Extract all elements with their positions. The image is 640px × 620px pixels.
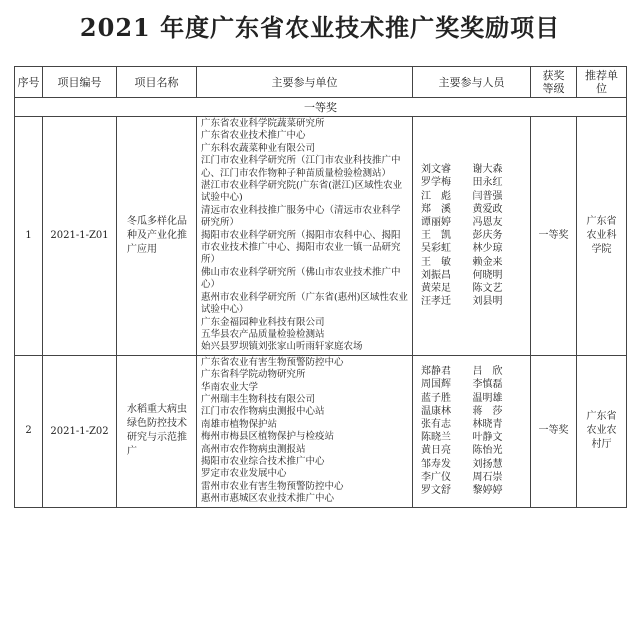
unit-item: 华南农业大学 <box>201 381 259 393</box>
person-name: 吕 欣 <box>472 366 503 378</box>
page-title: 2021 年度广东省农业技术推广奖奖励项目 <box>79 13 561 42</box>
unit-item: 雷州市农业有害生物预警防控中心 <box>201 480 344 492</box>
person-name: 王 敏 <box>421 256 451 268</box>
unit-item: 江门市农作物病虫测报中心站 <box>201 406 325 418</box>
project-grade: 一等奖 <box>531 355 577 507</box>
person-name: 刘县明 <box>472 296 503 308</box>
person-name: 刘扬慧 <box>472 458 503 470</box>
section-title: 一等奖 <box>15 98 627 117</box>
project-people <box>413 355 531 507</box>
unit-item: 广东省农业科学院蔬菜研究所 <box>201 118 325 129</box>
person-name: 陈晓兰 <box>421 432 451 444</box>
person-name: 黄爱政 <box>472 203 503 215</box>
person-name: 赖金来 <box>472 256 503 268</box>
person-pair <box>421 295 524 308</box>
unit-item: 梅州市梅县区植物保护与检疫站 <box>201 431 335 443</box>
unit-item: 广东金福园种业科技有限公司 <box>201 316 325 328</box>
person-name: 林晓青 <box>472 418 503 430</box>
person-name: 郑静君 <box>421 366 451 378</box>
project-code: 2021-1-Z01 <box>43 117 117 356</box>
project-name: 水稻重大病虫绿色防控技术研究与示范推广 <box>117 355 197 507</box>
person-name: 罗学梅 <box>421 177 451 189</box>
person-pair <box>421 242 524 255</box>
header-seq: 序号 <box>15 67 43 98</box>
person-name: 林少琼 <box>472 243 503 255</box>
person-pair <box>421 256 524 269</box>
unit-item: 广东省农业有害生物预警防控中心 <box>201 356 344 368</box>
person-pair <box>421 484 524 497</box>
person-name: 周国辉 <box>421 379 451 391</box>
person-name: 温康林 <box>421 405 451 417</box>
person-name: 王 凯 <box>421 230 451 242</box>
person-name: 邹寿发 <box>421 458 451 470</box>
person-name: 刘文睿 <box>421 164 451 176</box>
unit-item: 江门市农业科学研究所（江门市农业科技推广中心、江门市农作物种子种苗质量检验检测站） <box>201 155 401 179</box>
person-pair <box>421 392 524 405</box>
project-people <box>413 117 531 356</box>
unit-item: 惠州市农业科学研究所（广东省(惠州)区域性农业试验中心） <box>201 291 408 316</box>
unit-item: 始兴县罗坝镇刘张家山听雨轩家庭农场 <box>201 341 363 353</box>
person-pair <box>421 458 524 471</box>
unit-item: 清远市农业科技推广服务中心（清远市农业科学研究所） <box>201 204 401 229</box>
person-name: 江 彪 <box>421 190 451 202</box>
unit-item: 揭阳市农业综合技术推广中心 <box>201 455 325 467</box>
project-recommender: 广东省农业科学院 <box>577 117 627 356</box>
person-name: 何晓明 <box>472 269 503 281</box>
person-name: 张有志 <box>421 418 451 430</box>
person-pair <box>421 418 524 431</box>
person-name: 叶静文 <box>472 432 503 444</box>
person-name: 郑 溪 <box>421 203 451 215</box>
unit-item: 高州市农作物病虫测报站 <box>201 443 306 455</box>
project-recommender: 广东省农业农村厅 <box>577 355 627 507</box>
header-recommender: 推荐单位 <box>577 67 627 98</box>
person-pair <box>421 431 524 444</box>
header-row <box>15 67 627 98</box>
unit-item: 惠州市惠城区农业技术推广中心 <box>201 493 335 505</box>
person-pair <box>421 378 524 391</box>
person-name: 罗文舒 <box>421 484 451 496</box>
person-pair <box>421 444 524 457</box>
person-name: 周石崇 <box>472 471 503 483</box>
header-people: 主要参与人员 <box>413 67 531 98</box>
person-pair <box>421 163 524 176</box>
person-name: 黎婷婷 <box>472 484 503 496</box>
project-grade: 一等奖 <box>531 117 577 356</box>
header-code: 项目编号 <box>43 67 117 98</box>
person-name: 陈文艺 <box>472 283 503 295</box>
section-row <box>15 98 627 117</box>
person-pair <box>421 365 524 378</box>
person-name: 冯恩友 <box>472 217 503 229</box>
project-units <box>197 355 413 507</box>
unit-item: 广州瑞丰生物科技有限公司 <box>201 393 316 405</box>
project-units <box>197 117 413 356</box>
person-name: 温明雄 <box>472 392 503 404</box>
unit-item: 广东省科学院动物研究所 <box>201 369 306 381</box>
unit-item: 湛江市农业科学研究院(广东省(湛江)区域性农业试验中心) <box>201 180 403 204</box>
person-pair <box>421 471 524 484</box>
unit-item: 广东科农蔬菜种业有限公司 <box>201 142 316 154</box>
person-pair <box>421 203 524 216</box>
table-row <box>15 355 627 507</box>
header-units: 主要参与单位 <box>197 67 413 98</box>
header-grade: 获奖等级 <box>531 67 577 98</box>
person-name: 蓝子胜 <box>421 392 451 404</box>
person-pair <box>421 405 524 418</box>
project-name: 冬瓜多样化品种及产业化推广应用 <box>117 117 197 356</box>
project-seq: 2 <box>15 355 43 507</box>
person-name: 田永红 <box>472 177 503 189</box>
person-name: 蒋 莎 <box>472 405 503 417</box>
person-name: 刘振昌 <box>421 269 451 281</box>
unit-item: 南雄市植物保护站 <box>201 418 278 430</box>
person-name: 黄日亮 <box>421 445 451 457</box>
person-name: 谢大森 <box>472 164 503 176</box>
unit-item: 广东省农业技术推广中心 <box>201 130 306 142</box>
awards-table <box>14 66 627 508</box>
person-name: 彭庆务 <box>472 230 503 242</box>
unit-item: 佛山市农业科学研究所（佛山市农业技术推广中心） <box>201 266 401 291</box>
person-pair <box>421 216 524 229</box>
project-seq: 1 <box>15 117 43 356</box>
person-name: 李慎磊 <box>472 379 503 391</box>
project-code: 2021-1-Z02 <box>43 355 117 507</box>
person-pair <box>421 282 524 295</box>
person-pair <box>421 176 524 189</box>
person-pair <box>421 229 524 242</box>
unit-item: 五华县农产品质量检验检测站 <box>201 328 325 340</box>
person-name: 闫普强 <box>472 190 503 202</box>
person-name: 吴彩虹 <box>421 243 451 255</box>
table-row <box>15 117 627 356</box>
unit-item: 揭阳市农业科学研究所（揭阳市农科中心、揭阳市农业技术推广中心、揭阳市农业一镇一品研究所） <box>201 229 401 266</box>
person-pair <box>421 190 524 203</box>
unit-item: 罗定市农业发展中心 <box>201 468 287 480</box>
header-name: 项目名称 <box>117 67 197 98</box>
person-name: 汪孝迁 <box>421 296 451 308</box>
person-name: 李广仪 <box>421 471 451 483</box>
person-pair <box>421 269 524 282</box>
person-name: 黄荣足 <box>421 283 451 295</box>
person-name: 谭丽婷 <box>421 217 451 229</box>
person-name: 陈怡光 <box>472 445 503 457</box>
